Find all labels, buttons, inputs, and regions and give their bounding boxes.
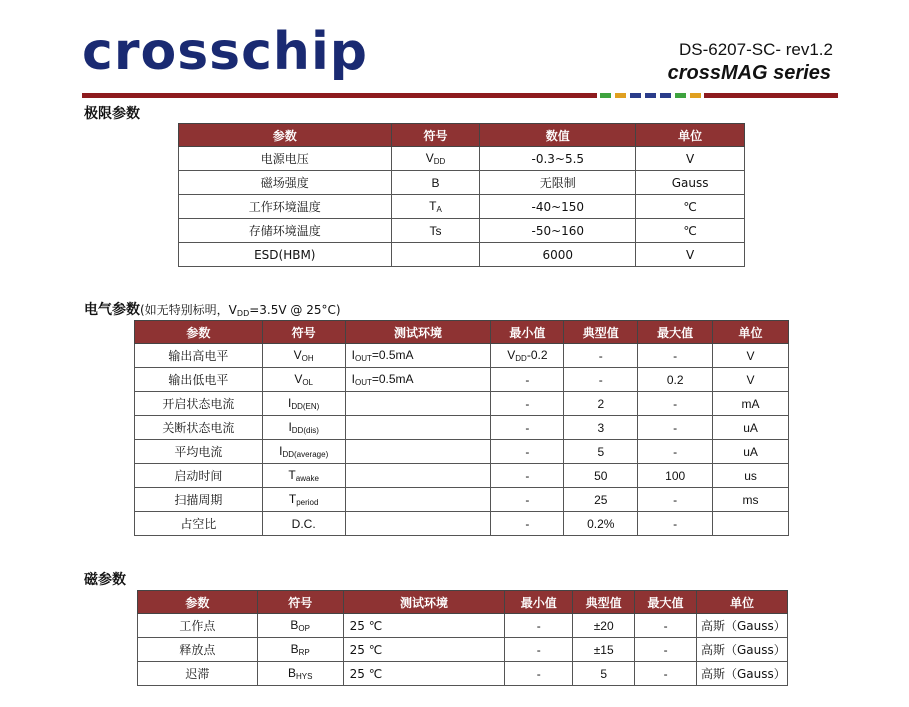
min-cell: - xyxy=(491,368,564,392)
unit-cell: V xyxy=(636,243,745,267)
value-cell: -40~150 xyxy=(480,195,636,219)
subscript: awake xyxy=(295,474,319,483)
column-header: 参数 xyxy=(179,124,392,147)
subscript: OL xyxy=(302,378,313,387)
column-header: 最大值 xyxy=(635,591,697,614)
subscript: OH xyxy=(301,354,314,363)
condition-cell: $I_{OUT}=0.5mA$ xyxy=(345,344,491,368)
table-row xyxy=(179,243,745,267)
symbol-cell: $B_{RP}$ xyxy=(257,638,343,662)
symbol-cell: $V_{OL}$ xyxy=(262,368,345,392)
subscript: DD(EN) xyxy=(291,402,320,411)
param-cell: 释放点 xyxy=(138,638,258,662)
min-cell: - xyxy=(491,512,564,536)
typ-cell: 5 xyxy=(573,662,635,686)
electrical-note: (如无特别标明，$V_{DD}=3.5V$ @ 25°C) xyxy=(140,303,341,318)
max-cell: - xyxy=(635,662,697,686)
param-cell: 扫描周期 xyxy=(135,488,263,512)
document-id: DS-6207-SC- rev1.2 xyxy=(678,40,833,59)
typ-cell: - xyxy=(564,344,638,368)
symbol-cell: $I_{DD(average)}$ xyxy=(262,440,345,464)
symbol-cell: $V_{DD}$ xyxy=(391,147,480,171)
typ-cell: - xyxy=(564,368,638,392)
product-series: crossMAG series xyxy=(667,62,831,84)
symbol-cell: $T_A$ xyxy=(391,195,480,219)
symbol-cell: $T_{awake}$ xyxy=(262,464,345,488)
min-cell: - xyxy=(505,662,573,686)
max-cell: - xyxy=(638,440,713,464)
max-cell: - xyxy=(638,512,713,536)
section-title-abs-max: 极限参数 xyxy=(84,106,140,122)
table-row xyxy=(138,638,788,662)
condition-cell xyxy=(345,512,491,536)
table-row xyxy=(135,416,789,440)
symbol-cell: B xyxy=(391,171,480,195)
min-cell: - xyxy=(491,416,564,440)
subscript: OUT xyxy=(354,378,372,387)
symbol-cell: $T_{period}$ xyxy=(262,488,345,512)
subscript: DD xyxy=(433,157,446,166)
param-cell: 工作点 xyxy=(138,614,258,638)
section-title-electrical xyxy=(84,299,341,319)
min-cell: $V_{DD}-0.2$ xyxy=(491,344,564,368)
typ-cell: 2 xyxy=(564,392,638,416)
param-cell: 输出高电平 xyxy=(135,344,263,368)
column-header: 最小值 xyxy=(491,321,564,344)
column-header: 最小值 xyxy=(505,591,573,614)
table-row xyxy=(138,662,788,686)
unit-cell xyxy=(713,512,789,536)
unit-cell: ℃ xyxy=(636,195,745,219)
typ-cell: 0.2% xyxy=(564,512,638,536)
table-row xyxy=(179,171,745,195)
subscript: DD xyxy=(515,354,527,363)
abs-max-table xyxy=(178,123,745,267)
column-header: 最大值 xyxy=(638,321,713,344)
condition-cell xyxy=(345,464,491,488)
subscript: DD(dis) xyxy=(291,426,319,435)
min-cell: - xyxy=(491,440,564,464)
condition-cell xyxy=(345,392,491,416)
typ-cell: 25 xyxy=(564,488,638,512)
rule-dot xyxy=(615,93,626,98)
column-header: 符号 xyxy=(262,321,345,344)
unit-cell: V xyxy=(713,344,789,368)
electrical-table xyxy=(134,320,789,536)
symbol-cell: $I_{DD(dis)}$ xyxy=(262,416,345,440)
symbol-cell: D.C. xyxy=(262,512,345,536)
typ-cell: ±20 xyxy=(573,614,635,638)
column-header: 典型值 xyxy=(573,591,635,614)
min-cell: - xyxy=(505,614,573,638)
rule-dot xyxy=(645,93,656,98)
unit-cell: ms xyxy=(713,488,789,512)
table-row xyxy=(135,440,789,464)
table-row xyxy=(135,344,789,368)
column-header: 单位 xyxy=(713,321,789,344)
symbol-cell: Ts xyxy=(391,219,480,243)
max-cell: - xyxy=(638,416,713,440)
header-rule-dots xyxy=(597,93,704,98)
unit-cell: us xyxy=(713,464,789,488)
table-row xyxy=(135,512,789,536)
unit-cell: mA xyxy=(713,392,789,416)
min-cell: - xyxy=(491,464,564,488)
column-header: 单位 xyxy=(697,591,788,614)
subscript: A xyxy=(436,205,442,214)
unit-cell: 高斯（Gauss） xyxy=(697,614,788,638)
symbol-cell: $I_{DD(EN)}$ xyxy=(262,392,345,416)
typ-cell: 3 xyxy=(564,416,638,440)
max-cell: - xyxy=(638,392,713,416)
param-cell: 启动时间 xyxy=(135,464,263,488)
table-row xyxy=(138,614,788,638)
min-cell: - xyxy=(491,392,564,416)
typ-cell: ±15 xyxy=(573,638,635,662)
param-cell: 电源电压 xyxy=(179,147,392,171)
unit-cell: V xyxy=(713,368,789,392)
rule-dot xyxy=(600,93,611,98)
header-rule xyxy=(82,93,838,98)
condition-cell xyxy=(345,416,491,440)
table-row xyxy=(179,219,745,243)
table-row xyxy=(179,147,745,171)
subscript: HYS xyxy=(295,672,313,681)
value-cell: 6000 xyxy=(480,243,636,267)
param-cell: 平均电流 xyxy=(135,440,263,464)
rule-dot xyxy=(675,93,686,98)
column-header: 测试环境 xyxy=(345,321,491,344)
column-header: 参数 xyxy=(138,591,258,614)
electrical-title: 电气参数 xyxy=(84,302,140,318)
table-row xyxy=(135,464,789,488)
table-row xyxy=(135,488,789,512)
max-cell: - xyxy=(635,638,697,662)
typ-cell: 50 xyxy=(564,464,638,488)
param-cell: 迟滞 xyxy=(138,662,258,686)
magnetic-table xyxy=(137,590,788,686)
max-cell: 100 xyxy=(638,464,713,488)
rule-dot xyxy=(690,93,701,98)
column-header: 参数 xyxy=(135,321,263,344)
unit-cell: uA xyxy=(713,416,789,440)
table-row xyxy=(135,368,789,392)
condition-cell xyxy=(345,488,491,512)
rule-dot xyxy=(660,93,671,98)
crosschip-logo: crosschip xyxy=(82,22,368,82)
symbol-cell: $B_{OP}$ xyxy=(257,614,343,638)
column-header: 数值 xyxy=(480,124,636,147)
min-cell: - xyxy=(491,488,564,512)
subscript: DD(average) xyxy=(282,450,329,459)
unit-cell: V xyxy=(636,147,745,171)
typ-cell: 5 xyxy=(564,440,638,464)
min-cell: - xyxy=(505,638,573,662)
symbol-cell: $V_{OH}$ xyxy=(262,344,345,368)
param-cell: ESD(HBM) xyxy=(179,243,392,267)
table-row xyxy=(179,195,745,219)
column-header: 单位 xyxy=(636,124,745,147)
value-cell: 无限制 xyxy=(480,171,636,195)
max-cell: - xyxy=(638,488,713,512)
rule-dot xyxy=(630,93,641,98)
value-cell: -50~160 xyxy=(480,219,636,243)
section-title-magnetic: 磁参数 xyxy=(84,572,126,588)
max-cell: 0.2 xyxy=(638,368,713,392)
column-header: 符号 xyxy=(391,124,480,147)
condition-cell: $I_{OUT}=0.5mA$ xyxy=(345,368,491,392)
max-cell: - xyxy=(638,344,713,368)
max-cell: - xyxy=(635,614,697,638)
column-header: 符号 xyxy=(257,591,343,614)
condition-cell: 25 ℃ xyxy=(343,662,505,686)
param-cell: 存储环境温度 xyxy=(179,219,392,243)
subscript: OP xyxy=(298,624,310,633)
symbol-cell: $B_{HYS}$ xyxy=(257,662,343,686)
param-cell: 输出低电平 xyxy=(135,368,263,392)
subscript: OUT xyxy=(354,354,372,363)
subscript: RP xyxy=(298,648,310,657)
condition-cell: 25 ℃ xyxy=(343,614,505,638)
value-cell: -0.3~5.5 xyxy=(480,147,636,171)
param-cell: 开启状态电流 xyxy=(135,392,263,416)
symbol-cell xyxy=(391,243,480,267)
column-header: 典型值 xyxy=(564,321,638,344)
param-cell: 工作环境温度 xyxy=(179,195,392,219)
unit-cell: Gauss xyxy=(636,171,745,195)
param-cell: 磁场强度 xyxy=(179,171,392,195)
unit-cell: 高斯（Gauss） xyxy=(697,638,788,662)
subscript: period xyxy=(296,498,319,507)
column-header: 测试环境 xyxy=(343,591,505,614)
unit-cell: ℃ xyxy=(636,219,745,243)
unit-cell: 高斯（Gauss） xyxy=(697,662,788,686)
table-row xyxy=(135,392,789,416)
condition-cell xyxy=(345,440,491,464)
param-cell: 占空比 xyxy=(135,512,263,536)
param-cell: 关断状态电流 xyxy=(135,416,263,440)
condition-cell: 25 ℃ xyxy=(343,638,505,662)
unit-cell: uA xyxy=(713,440,789,464)
